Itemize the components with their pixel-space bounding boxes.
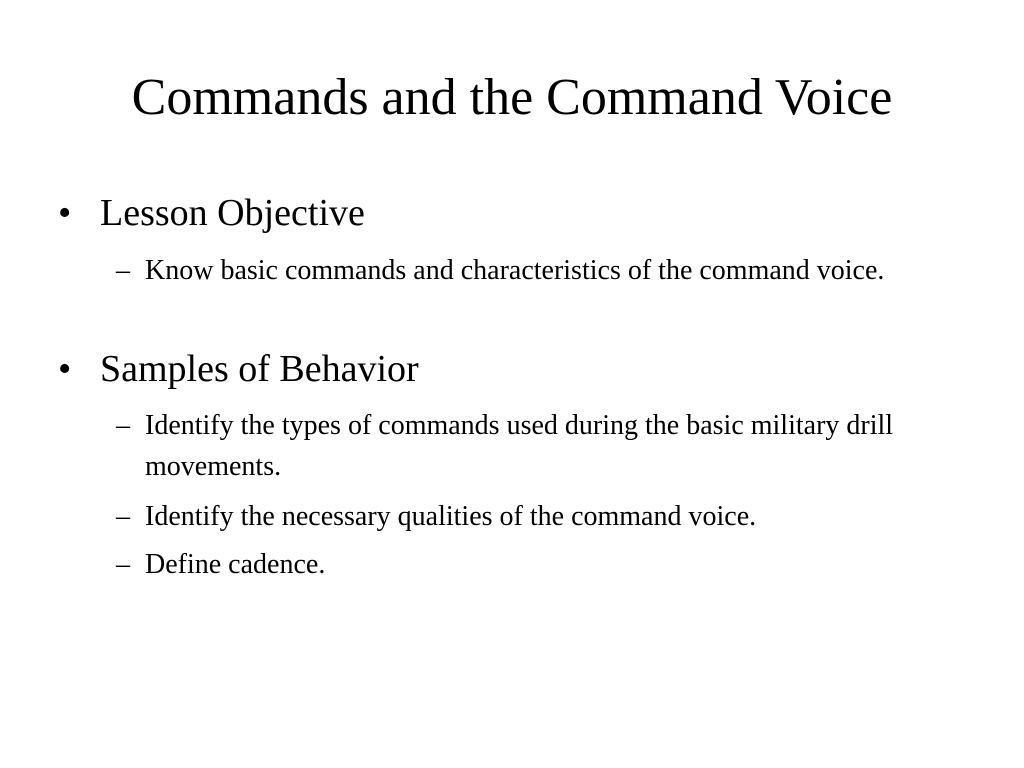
- sub-item-text: Identify the types of commands used during the basic military drill movements.: [145, 410, 894, 482]
- bullet-marker: •: [58, 348, 72, 390]
- slide-title: Commands and the Command Voice: [131, 69, 893, 126]
- sub-marker: –: [116, 410, 130, 441]
- sub-marker: –: [116, 501, 130, 532]
- sub-marker: –: [116, 255, 130, 286]
- bullet-heading: Lesson Objective: [100, 192, 365, 234]
- sub-item-text: Identify the necessary qualities of the command voice.: [145, 501, 757, 532]
- sub-item-text: Know basic commands and characteristics of the command voice.: [145, 255, 885, 286]
- bullet-marker: •: [58, 192, 72, 234]
- sub-marker: –: [116, 549, 130, 580]
- bullet-heading: Samples of Behavior: [100, 348, 419, 390]
- sub-item-text: Define cadence.: [145, 549, 326, 580]
